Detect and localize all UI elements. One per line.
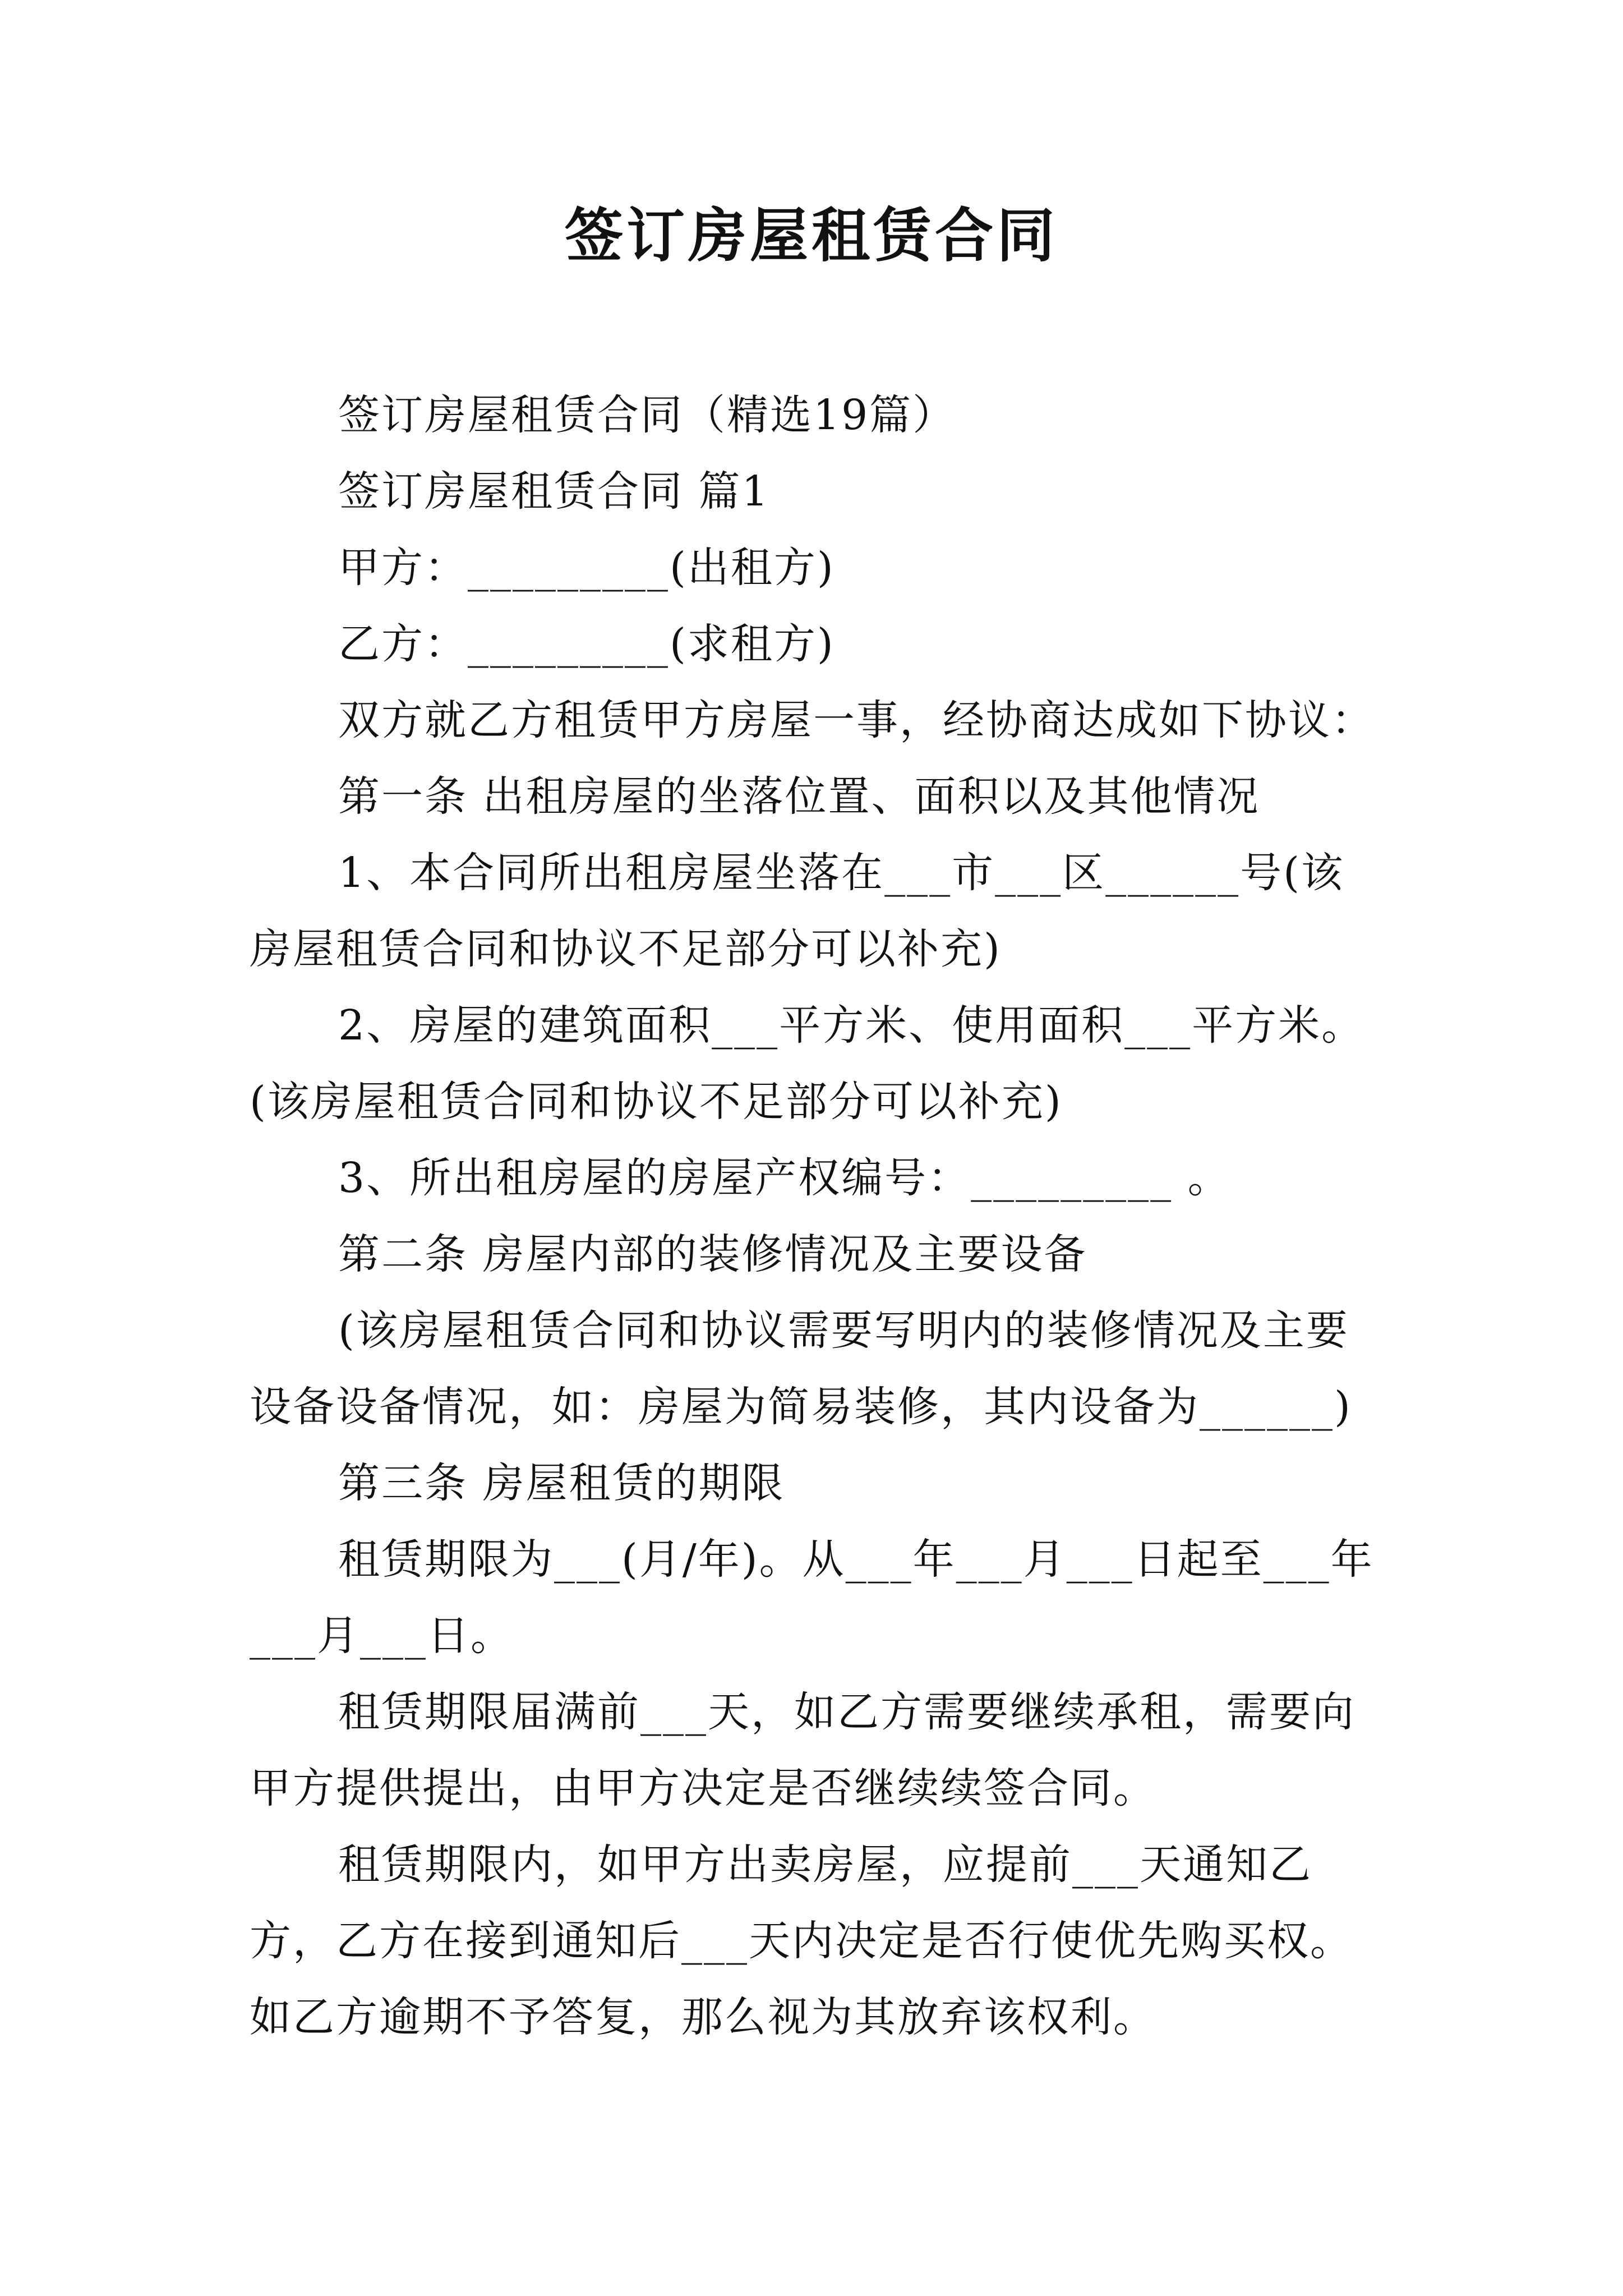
paragraph-article-title: 签订房屋租赁合同 篇1 (338, 467, 770, 516)
paragraph-party-b: 乙方：_________(求租方) (338, 620, 835, 668)
paragraph-agreement-intro: 双方就乙方租赁甲方房屋一事，经协商达成如下协议： (338, 696, 1375, 744)
paragraph-clause-3-renewal: 租赁期限届满前___天，如乙方需要继续承租，需要向甲方提供提出，由甲方决定是否继续续签合同。 (250, 1688, 1355, 1812)
paragraph-clause-3-term: 租赁期限为___(月/年)。从___年___月___日起至___年___月___日。 (250, 1535, 1374, 1660)
paragraph-clause-3-sale: 租赁期限内，如甲方出卖房屋，应提前___天通知乙方，乙方在接到通知后___天内决定是否行使优先购买权。如乙方逾期不予答复，那么视为其放弃该权利。 (250, 1841, 1353, 2041)
paragraph-clause-1-item-3: 3、所出租房屋的房屋产权编号：_________ 。 (338, 1154, 1231, 1202)
document-body (250, 377, 1382, 2055)
paragraph-clause-1-item-1: 1、本合同所出租房屋坐落在___市___区______号(该房屋租赁合同和协议不足部分可以补充) (250, 849, 1344, 973)
paragraph-party-a: 甲方：_________(出租方) (338, 544, 835, 592)
paragraph-clause-2-title: 第二条 房屋内部的装修情况及主要设备 (338, 1230, 1087, 1278)
paragraph-clause-3-title: 第三条 房屋租赁的期限 (338, 1459, 785, 1507)
document-title: 签订房屋租赁合同 (564, 201, 1058, 270)
paragraph-clause-1-item-2: 2、房屋的建筑面积___平方米、使用面积___平方米。(该房屋租赁合同和协议不足部分可以补充) (250, 1001, 1365, 1126)
paragraph-clause-1-title: 第一条 出租房屋的坐落位置、面积以及其他情况 (338, 772, 1260, 821)
paragraph-clause-2-body: (该房屋租赁合同和协议需要写明内的装修情况及主要设备设备情况，如：房屋为简易装修，其内设备为______) (250, 1306, 1352, 1431)
paragraph-heading: 签订房屋租赁合同（精选19篇） (338, 391, 956, 439)
